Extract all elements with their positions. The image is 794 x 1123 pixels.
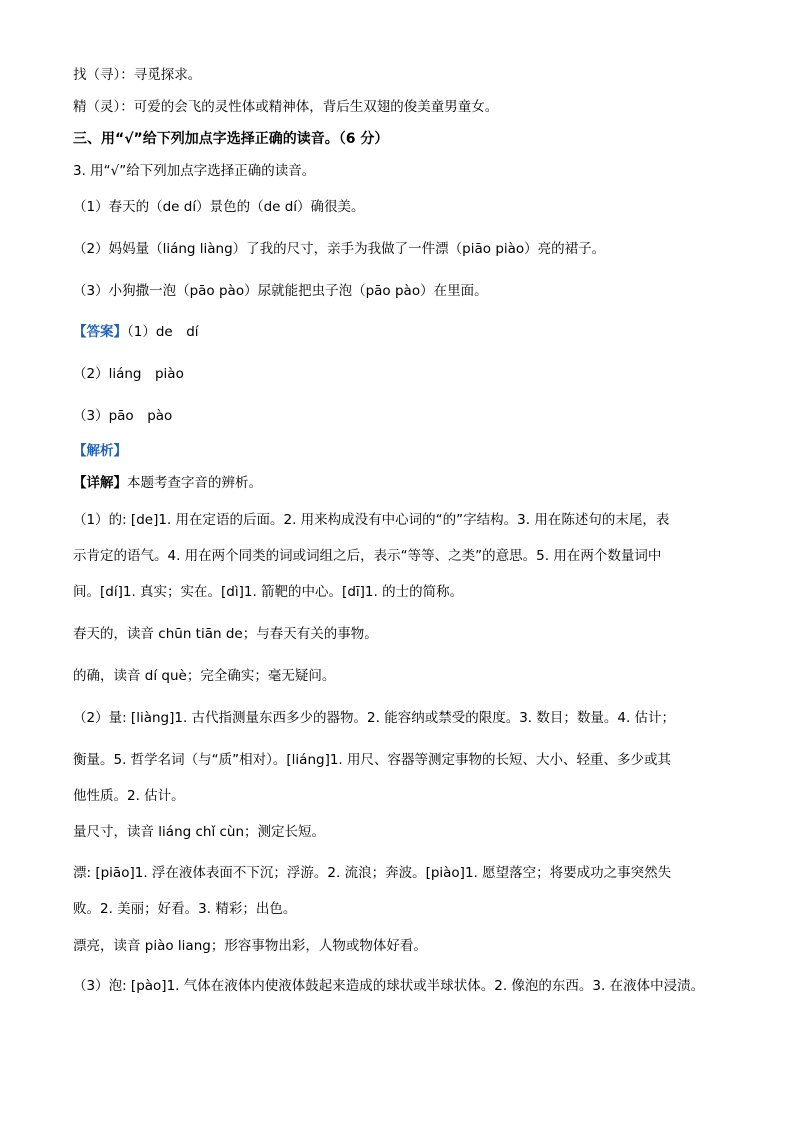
- analysis-line: （1）的: [de]1. 用在定语的后面。2. 用来构成没有中心词的“的”字结构。3. 用在陈述句的末尾，表: [73, 512, 670, 528]
- analysis-line: （3）泡: [pào]1. 气体在液体内使液体鼓起来造成的球状或半球状体。2. 像泡的东西。3. 在液体中浸渍。: [73, 978, 705, 994]
- analysis-line: 漂亮，读音 piào liang；形容事物出彩，人物或物体好看。: [73, 938, 427, 954]
- analysis-line: 春天的，读音 chūn tiān de；与春天有关的事物。: [73, 626, 378, 642]
- analysis-line: 他性质。2. 估计。: [73, 788, 185, 804]
- vocab-jing: 精（灵）：可爱的会飞的灵性体或精神体，背后生双翅的俊美童男童女。: [73, 99, 499, 115]
- answer-1: （1）de dí: [127, 324, 199, 340]
- analysis-line: （2）量: [liàng]1. 古代指测量东西多少的器物。2. 能容纳或禁受的限度。3. 数目；数量。4. 估计；: [73, 710, 676, 726]
- analysis-tag: 【解析】: [73, 443, 127, 459]
- detail-text: 本题考查字音的辨析。: [127, 475, 262, 491]
- question-stem: 3. 用“√”给下列加点字选择正确的读音。: [73, 163, 316, 179]
- analysis-line: 间。[dí]1. 真实；实在。[dì]1. 箭靶的中心。[dī]1. 的士的简称。: [73, 584, 464, 600]
- detail-tag: 【详解】: [73, 475, 127, 491]
- analysis-line: 衡量。5. 哲学名词（与“质”相对）。[liáng]1. 用尺、容器等测定事物的长短、大小、轻重、多少或其: [73, 752, 672, 768]
- analysis-line: 示肯定的语气。4. 用在两个同类的词或词组之后，表示“等等、之类”的意思。5. 用在两个数量词中: [73, 548, 662, 564]
- detail-line: [73, 474, 262, 492]
- analysis-line: 漂: [piāo]1. 浮在液体表面不下沉；浮游。2. 流浪；奔波。[piào]1. 愿望落空；将要成功之事突然失: [73, 865, 672, 881]
- analysis-line: 的确，读音 dí què；完全确实；毫无疑问。: [73, 668, 336, 684]
- answer-2: （2）liáng piào: [73, 366, 184, 382]
- section-heading: 三、用“√”给下列加点字选择正确的读音。（6 分）: [73, 131, 389, 147]
- question-item-2: （2）妈妈量（liáng liàng）了我的尺寸，亲手为我做了一件漂（piāo piào）亮的裙子。: [73, 241, 606, 257]
- question-item-3: （3）小狗撒一泡（pāo pào）尿就能把虫子泡（pāo pào）在里面。: [73, 283, 488, 299]
- vocab-zhao: 找（寻）：寻觅探求。: [73, 67, 202, 83]
- answer-3: （3）pāo pào: [73, 408, 173, 424]
- answer-tag: 【答案】: [73, 324, 127, 340]
- question-item-1: （1）春天的（de dí）景色的（de dí）确很美。: [73, 199, 365, 215]
- analysis-line: 败。2. 美丽；好看。3. 精彩；出色。: [73, 901, 297, 917]
- analysis-line: 量尺寸，读音 liáng chǐ cùn；测定长短。: [73, 824, 326, 840]
- answer-line-1: [73, 323, 199, 341]
